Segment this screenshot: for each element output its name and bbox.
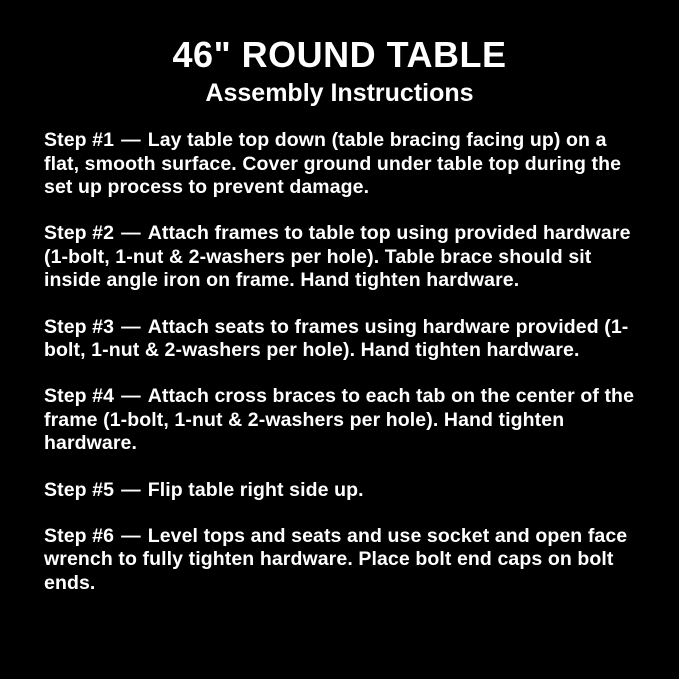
step-4 [44, 385, 639, 455]
step-6 [44, 525, 639, 595]
step-5 [44, 479, 639, 502]
step-4-label: Step #4 [44, 385, 115, 408]
step-1 [44, 129, 639, 199]
step-4-text: Attach cross braces to each tab on the center of the frame (1-bolt, 1-nut & 2-washers per hole). Hand tighten hardware. [44, 385, 635, 455]
step-6-label: Step #6 [44, 524, 115, 547]
page-subtitle: Assembly Instructions [205, 78, 474, 107]
step-1-label: Step #1 [44, 129, 115, 152]
step-4-dash: — [121, 385, 141, 408]
step-6-dash: — [121, 524, 141, 547]
step-2 [44, 222, 639, 292]
step-5-text: Flip table right side up. [147, 478, 364, 501]
step-6-text: Level tops and seats and use socket and open face wrench to fully tighten hardware. Place bolt end caps on bolt ends. [44, 524, 628, 594]
step-1-dash: — [121, 129, 141, 152]
page-title: 46" ROUND TABLE [172, 34, 507, 75]
step-5-label: Step #5 [44, 478, 115, 501]
step-3-label: Step #3 [44, 315, 115, 338]
steps-list [44, 129, 639, 595]
step-2-dash: — [121, 222, 141, 245]
step-2-text: Attach frames to table top using provided hardware (1-bolt, 1-nut & 2-washers per hole). Table brace should sit inside angle iron on frame. Hand tighten hardware. [44, 222, 631, 292]
step-3 [44, 316, 639, 363]
step-3-dash: — [121, 315, 141, 338]
step-3-text: Attach seats to frames using hardware provided (1-bolt, 1-nut & 2-washers per hole). Hand tighten hardware. [44, 315, 629, 362]
step-2-label: Step #2 [44, 222, 115, 245]
step-5-dash: — [121, 478, 141, 501]
header [40, 36, 639, 107]
step-1-text: Lay table top down (table bracing facing up) on a flat, smooth surface. Cover ground under table top during the set up process to prevent damage. [44, 129, 622, 199]
